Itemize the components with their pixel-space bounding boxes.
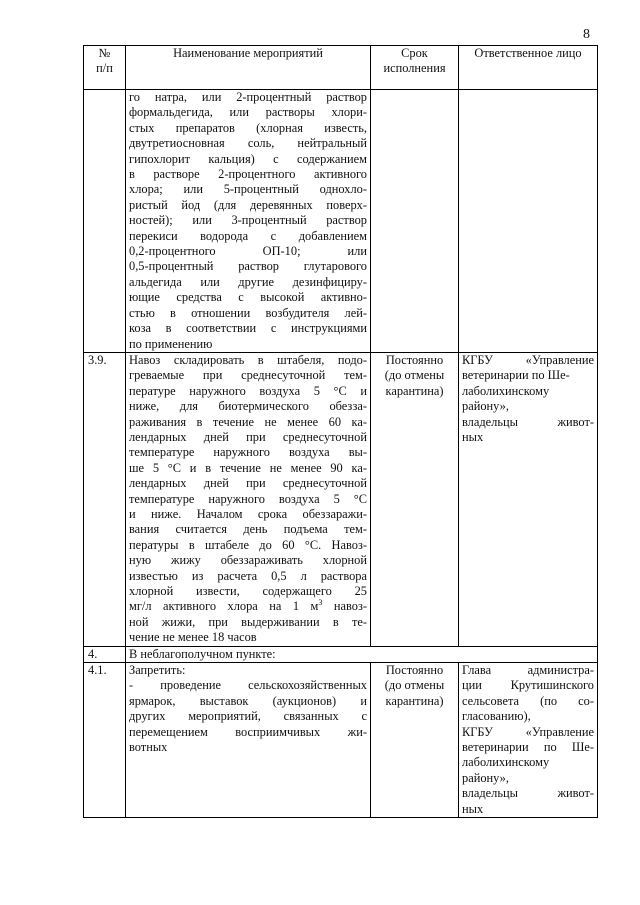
responsible-line: владельцы живот- bbox=[462, 786, 594, 801]
name-line: температуре наружного воздуха 5 °С bbox=[129, 491, 367, 506]
row-name-cell bbox=[126, 663, 371, 818]
term-line: Постоянно bbox=[385, 663, 444, 678]
name-line: ниже, для биотермического обезза- bbox=[129, 399, 367, 414]
row-num: 4. bbox=[84, 646, 126, 662]
table-row bbox=[84, 90, 598, 353]
row-term-cell bbox=[371, 352, 459, 646]
responsible-line: ции Крутишинского bbox=[462, 678, 594, 693]
row-num bbox=[84, 90, 126, 353]
row-name-cell bbox=[126, 352, 371, 646]
header-name: Наименование мероприятий bbox=[126, 46, 371, 90]
row-responsible-cell bbox=[459, 90, 598, 353]
name-line: раживания в течение не менее 60 ка- bbox=[129, 414, 367, 429]
name-line: ющие средства с высокой активно- bbox=[129, 290, 367, 305]
name-line: коза в соответствии с инструкциями bbox=[129, 321, 367, 336]
row-name-cell bbox=[126, 90, 371, 353]
term-line: (до отмены bbox=[384, 678, 445, 693]
term-line: (до отмены bbox=[384, 368, 445, 383]
row-num: 3.9. bbox=[84, 352, 126, 646]
name-line: хлорной извести, содержащего 25 bbox=[129, 584, 367, 598]
events-table bbox=[83, 45, 598, 818]
name-line: других мероприятий, связанных с bbox=[129, 709, 367, 724]
name-line: двутретиосновная соль, нейтральный bbox=[129, 136, 367, 151]
cell-line-tail: навоз- bbox=[322, 599, 367, 614]
term-line: Постоянно bbox=[385, 352, 444, 367]
name-line: го натра, или 2-процентный раствор bbox=[129, 90, 367, 104]
header-term-line: исполнения bbox=[383, 61, 446, 76]
responsible-line: гласованию), bbox=[462, 709, 531, 724]
name-line: вания считается день подъема тем- bbox=[129, 522, 367, 537]
name-line: гипохлорит кальция) с содержанием bbox=[129, 151, 367, 166]
responsible-line: лаболихинскому bbox=[462, 383, 550, 398]
name-line: ристый йод (для деревянных поверх- bbox=[129, 197, 367, 212]
row-section-title: В неблагополучном пункте: bbox=[126, 646, 598, 662]
name-line: лендарных дней при среднесуточной bbox=[129, 476, 367, 491]
name-line: перекиси водорода с добавлением bbox=[129, 228, 367, 243]
name-line: формальдегида, или растворы хлори- bbox=[129, 105, 367, 120]
table-row bbox=[84, 663, 598, 818]
name-line: мг/л активного хлора на 1 $м^3$ навоз- bbox=[129, 598, 367, 614]
responsible-line: ных bbox=[462, 801, 484, 816]
page-number: 8 bbox=[583, 27, 590, 42]
responsible-line: сельсовета (по со- bbox=[462, 693, 594, 708]
name-line: пературе наружного воздуха 5 °С и bbox=[129, 383, 367, 398]
superscript: 3 bbox=[318, 598, 323, 608]
name-line: стых препаратов (хлорная известь, bbox=[129, 120, 367, 135]
name-line: - проведение сельскохозяйственных bbox=[129, 678, 367, 693]
name-line: вотных bbox=[129, 740, 168, 755]
table-row bbox=[84, 646, 598, 662]
row-term-cell bbox=[371, 90, 459, 353]
name-line: пературы в штабеле до 60 °С. Навоз- bbox=[129, 537, 367, 552]
header-term bbox=[371, 46, 459, 90]
responsible-line: КГБУ «Управление bbox=[462, 352, 594, 367]
row-term-cell bbox=[371, 663, 459, 818]
name-line: известью из расчета 0,5 л раствора bbox=[129, 568, 367, 583]
name-line: чение не менее 18 часов bbox=[129, 630, 257, 645]
row-responsible-cell bbox=[459, 663, 598, 818]
name-line: альдегида или другие дезинфициру- bbox=[129, 274, 367, 289]
name-line: Запретить: bbox=[129, 663, 186, 678]
name-line: лендарных дней при среднесуточной bbox=[129, 429, 367, 444]
responsible-line: владельцы живот- bbox=[462, 414, 594, 429]
name-line: стью в отношении возбудителя лей- bbox=[129, 305, 367, 320]
name-line: ше 5 °С и в течение не менее 90 ка- bbox=[129, 460, 367, 475]
table-header-row bbox=[84, 46, 598, 90]
responsible-line: ветеринарии по Ше- bbox=[462, 368, 570, 383]
responsible-line: району», bbox=[462, 770, 509, 785]
name-line: температуре наружного воздуха вы- bbox=[129, 445, 367, 460]
name-line: ной жижи, при выдерживании в те- bbox=[129, 614, 367, 629]
responsible-line: КГБУ «Управление bbox=[462, 724, 594, 739]
row-responsible-cell bbox=[459, 352, 598, 646]
responsible-line: району», bbox=[462, 399, 509, 414]
name-line: хлора; или 5-процентный однохло- bbox=[129, 182, 367, 197]
header-responsible: Ответственное лицо bbox=[459, 46, 598, 90]
name-line: ную жижу обеззараживать хлорной bbox=[129, 553, 367, 568]
header-term-line: Срок bbox=[401, 46, 428, 60]
name-line: ярмарок, выставок (аукционов) и bbox=[129, 693, 367, 708]
name-line: и ниже. Началом срока обеззаражи- bbox=[129, 506, 367, 521]
name-line: ностей); или 3-процентный раствор bbox=[129, 213, 367, 228]
name-line: 0,2-процентного ОП-10; или bbox=[129, 244, 367, 259]
header-num bbox=[84, 46, 126, 90]
responsible-line: Глава администра- bbox=[462, 663, 594, 678]
name-line: Навоз складировать в штабеля, подо- bbox=[129, 352, 367, 367]
responsible-line: ветеринарии по Ше- bbox=[462, 740, 594, 755]
term-line: карантина) bbox=[385, 383, 444, 398]
name-line: в растворе 2-процентного активного bbox=[129, 167, 367, 182]
name-line: греваемые при среднесуточной тем- bbox=[129, 368, 367, 383]
row-num: 4.1. bbox=[84, 663, 126, 818]
header-num-line: № bbox=[98, 46, 111, 60]
table-row bbox=[84, 352, 598, 646]
responsible-line: ных bbox=[462, 429, 484, 444]
responsible-line: лаболихинскому bbox=[462, 755, 550, 770]
term-line: карантина) bbox=[385, 693, 444, 708]
name-line: 0,5-процентный раствор глутарового bbox=[129, 259, 367, 274]
header-num-line: п/п bbox=[96, 61, 113, 76]
name-line: перемещением восприимчивых жи- bbox=[129, 724, 367, 739]
name-line: по применению bbox=[129, 336, 213, 351]
